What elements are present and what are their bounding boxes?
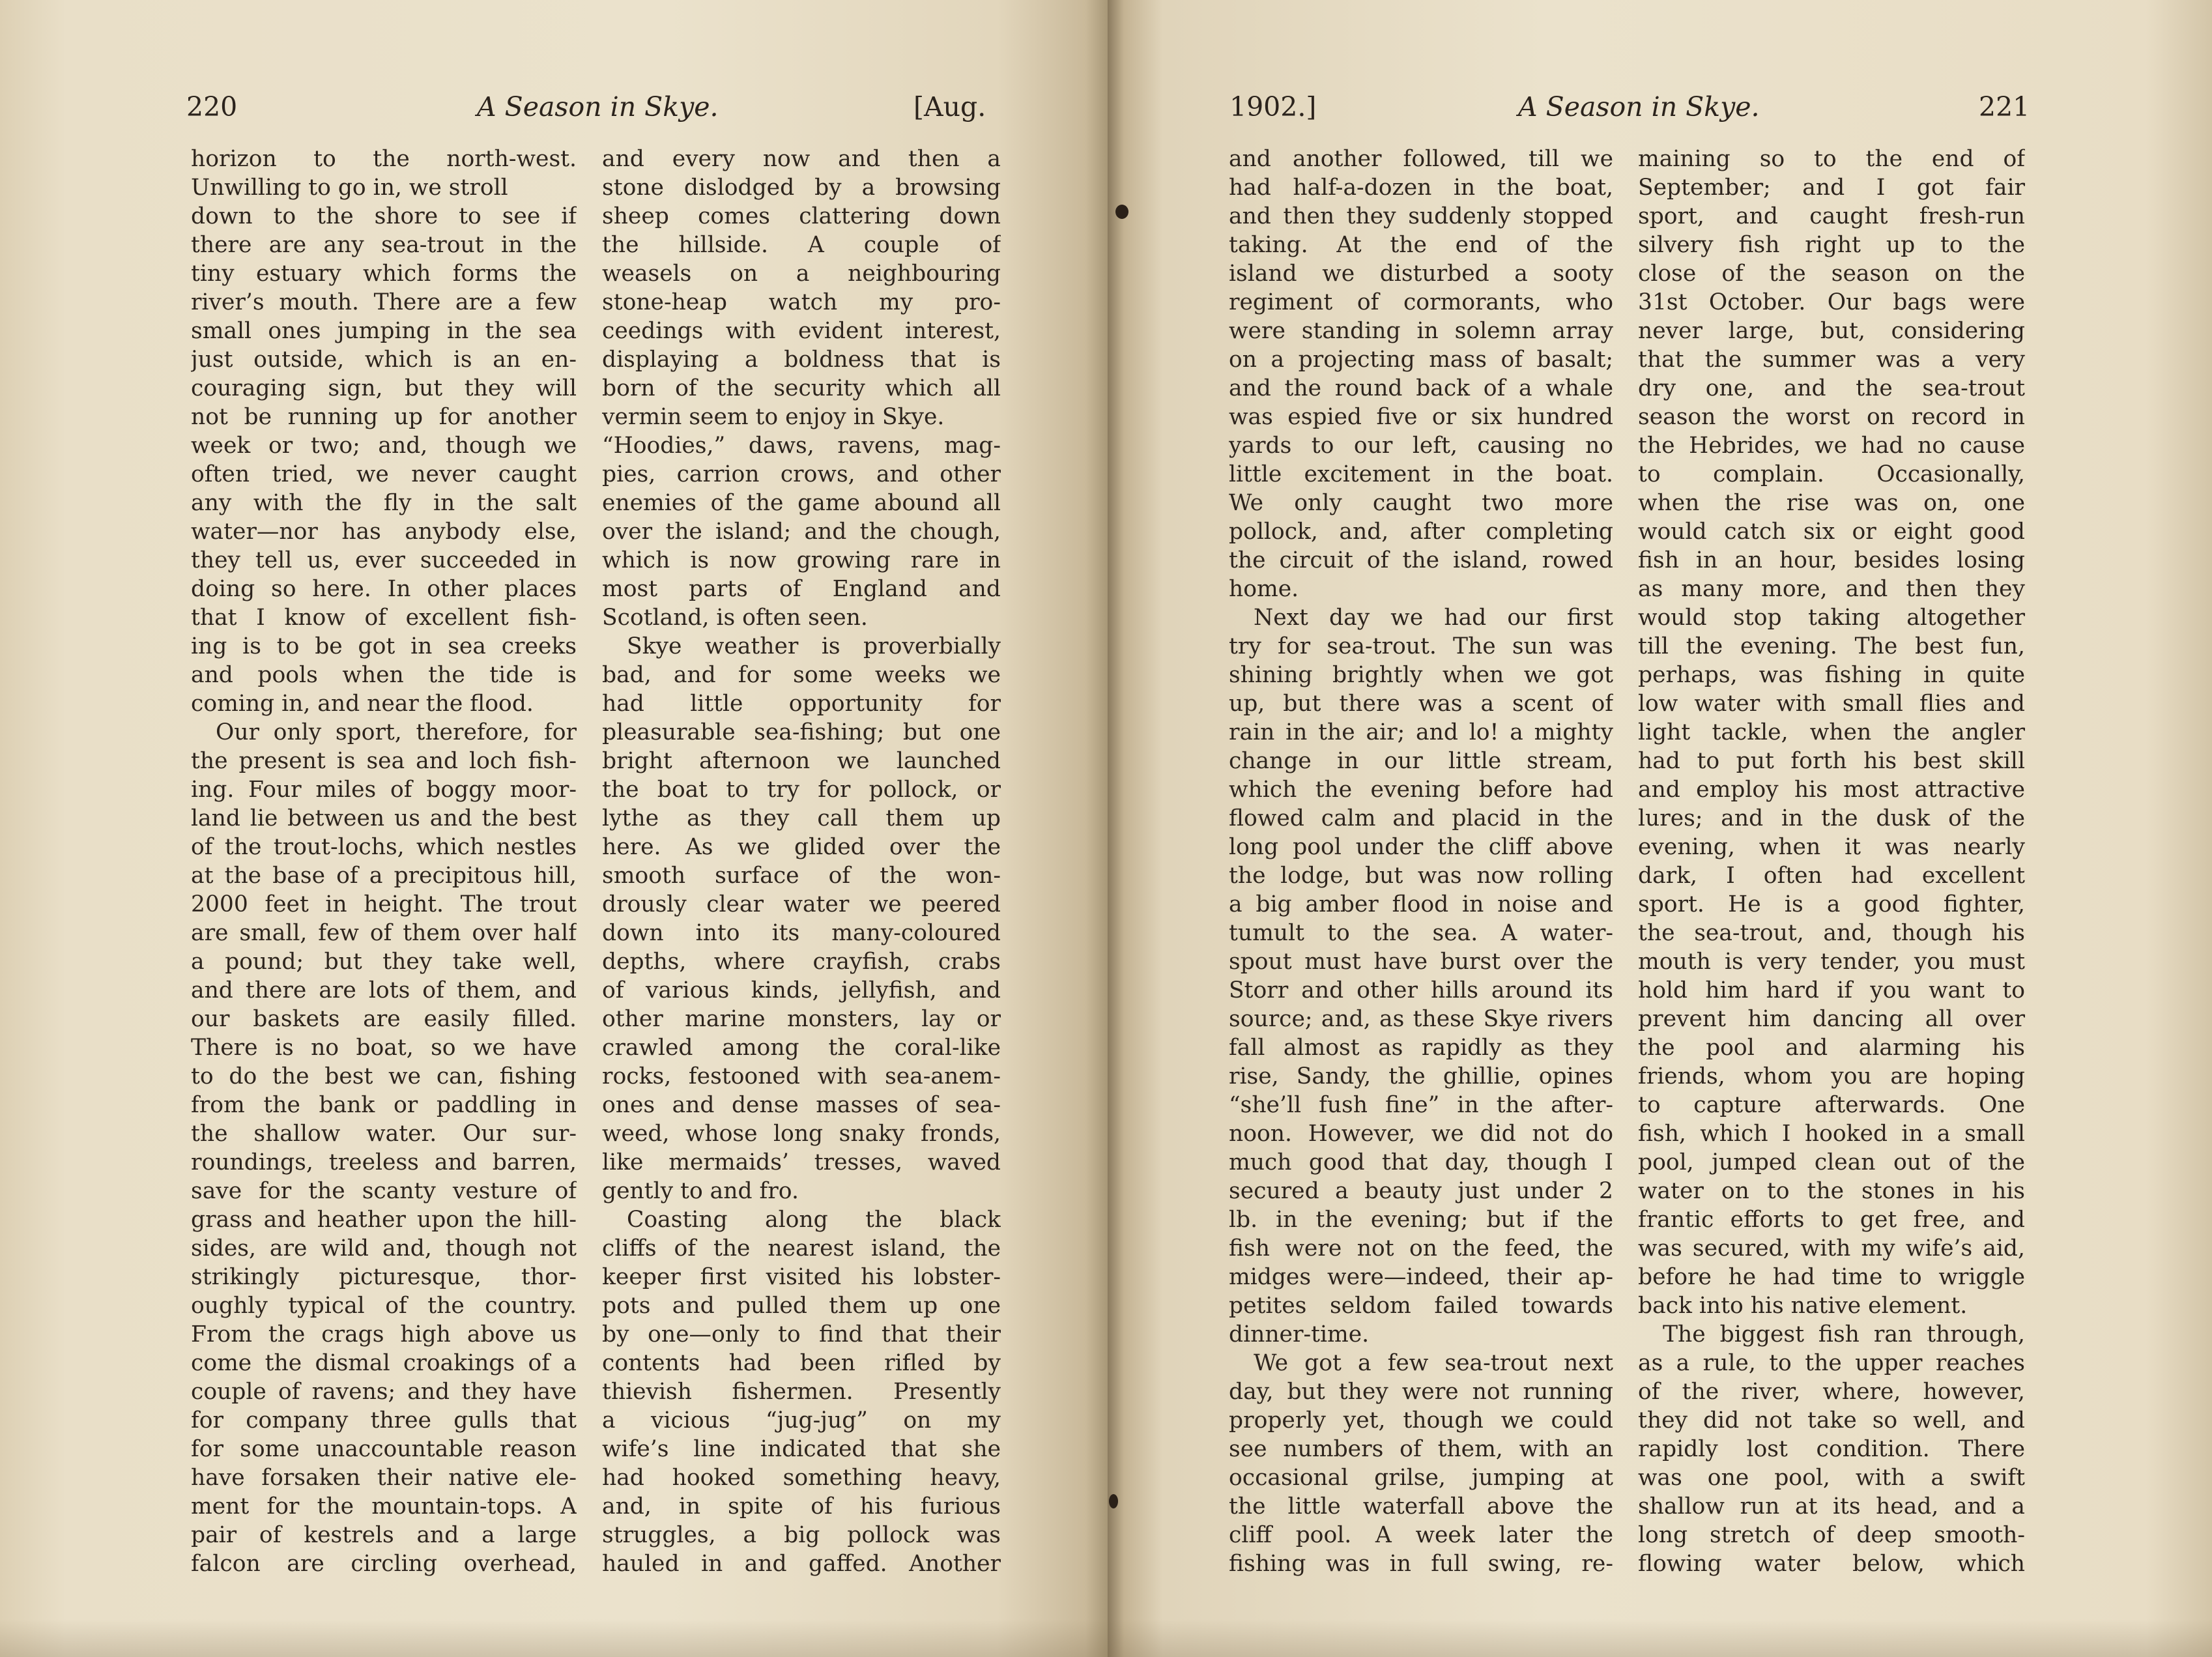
text-line: was espied five or six hundred (1229, 404, 1613, 430)
text-line: dry one, and the sea-trout (1638, 375, 2025, 401)
text-line: ment for the mountain-tops. A (191, 1493, 577, 1520)
text-line: sport. He is a good fighter, (1638, 891, 2025, 917)
text-line: Coasting along the black (627, 1207, 1001, 1233)
text-line: back into his native element. (1638, 1293, 1968, 1319)
text-line: change in our little stream, (1229, 748, 1613, 774)
text-line: down into its many-coloured (602, 920, 1001, 946)
text-line: oughly typical of the country. (191, 1293, 577, 1319)
left-running-head (0, 91, 1108, 130)
text-line: We got a few sea-trout next (1254, 1350, 1613, 1376)
text-line: drously clear water we peered (602, 891, 1001, 917)
text-line: regiment of cormorants, who (1229, 289, 1613, 315)
text-line: lures; and in the dusk of the (1638, 805, 2025, 831)
text-line: the hillside. A couple of (602, 232, 1001, 258)
right-page (1108, 0, 2212, 1657)
text-line: and another followed, till we (1229, 146, 1613, 172)
text-line: source; and, as these Skye rivers (1229, 1006, 1613, 1032)
text-column-right-2 (1638, 145, 2025, 1578)
text-line: at the base of a precipitous hill, (191, 863, 577, 889)
text-line: smooth surface of the won- (602, 863, 1001, 889)
text-line: Skye weather is proverbially (627, 633, 1001, 659)
text-line: the circuit of the island, rowed (1229, 547, 1613, 573)
text-line: rise, Sandy, the ghillie, opines (1229, 1063, 1613, 1089)
text-column-left-2 (602, 145, 1001, 1578)
text-line: long stretch of deep smooth- (1638, 1522, 2025, 1548)
text-line: much good that day, though I (1229, 1149, 1613, 1175)
text-line: bad, and for some weeks we (602, 662, 1001, 688)
text-line: shining brightly when we got (1229, 662, 1613, 688)
text-line: a vicious “jug-jug” on my (602, 1407, 1001, 1434)
binding-thread-mark (1109, 1494, 1118, 1508)
text-line: down to the shore to see if (191, 203, 577, 229)
page-number-left: 220 (186, 91, 238, 122)
text-line: stone-heap watch my pro- (602, 289, 1001, 315)
text-line: to capture afterwards. One (1638, 1092, 2025, 1118)
text-column-right-1 (1229, 145, 1613, 1578)
text-line: as many more, and then they (1638, 576, 2025, 602)
text-line: occasional grilse, jumping at (1229, 1465, 1613, 1491)
text-line: taking. At the end of the (1229, 232, 1613, 258)
text-line: weed, whose long snaky fronds, (602, 1121, 1001, 1147)
text-line: long pool under the cliff above (1229, 834, 1613, 860)
text-line: the little waterfall above the (1229, 1493, 1613, 1520)
text-line: roundings, treeless and barren, (191, 1149, 577, 1175)
text-line: like mermaids’ tresses, waved (602, 1149, 1001, 1175)
text-line: lythe as they call them up (602, 805, 1001, 831)
text-line: thievish fishermen. Presently (602, 1379, 1001, 1405)
text-line: cliff pool. A week later the (1229, 1522, 1613, 1548)
text-line: mouth is very tender, you must (1638, 949, 2025, 975)
text-line: wife’s line indicated that she (602, 1436, 1001, 1462)
text-line: most parts of England and (602, 576, 1001, 602)
text-line: they tell us, ever succeeded in (191, 547, 577, 573)
text-line: sheep comes clattering down (602, 203, 1001, 229)
text-line: tumult to the sea. A water- (1229, 920, 1613, 946)
text-line: season the worst on record in (1638, 404, 2025, 430)
text-line: coming in, and near the flood. (191, 691, 534, 717)
text-line: the Hebrides, we had no cause (1638, 433, 2025, 459)
text-line: fish, which I hooked in a small (1638, 1121, 2025, 1147)
text-line: the sea-trout, and, though his (1638, 920, 2025, 946)
text-line: was secured, with my wife’s aid, (1638, 1235, 2025, 1261)
text-line: 31st October. Our bags were (1638, 289, 2025, 315)
text-line: before he had time to wriggle (1638, 1264, 2025, 1290)
binding-thread-mark (1115, 205, 1128, 219)
text-line: friends, whom you are hoping (1638, 1063, 2025, 1089)
text-line: low water with small flies and (1638, 691, 2025, 717)
text-line: falcon are circling overhead, (191, 1551, 577, 1577)
text-line: had hooked something heavy, (602, 1465, 1001, 1491)
text-column-left-1 (191, 145, 577, 1578)
text-line: there are any sea-trout in the (191, 232, 577, 258)
text-line: ceedings with evident interest, (602, 318, 1001, 344)
text-line: enemies of the game abound all (602, 490, 1001, 516)
text-line: rain in the air; and lo! a mighty (1229, 719, 1613, 745)
text-line: strikingly picturesque, thor- (191, 1264, 577, 1290)
text-line: they did not take so well, and (1638, 1407, 2025, 1434)
running-title-right: A Season in Skye. (1518, 91, 1760, 122)
text-line: island we disturbed a sooty (1229, 261, 1613, 287)
text-line: and then they suddenly stopped (1229, 203, 1613, 229)
text-line: here. As we glided over the (602, 834, 1001, 860)
text-line: fish were not on the feed, the (1229, 1235, 1613, 1261)
text-line: ones and dense masses of sea- (602, 1092, 1001, 1118)
text-line: properly yet, though we could (1229, 1407, 1613, 1434)
text-line: on a projecting mass of basalt; (1229, 347, 1613, 373)
text-line: to complain. Occasionally, (1638, 461, 2025, 487)
text-line: grass and heather upon the hill- (191, 1207, 577, 1233)
text-line: pollock, and, after completing (1229, 519, 1613, 545)
text-line: tiny estuary which forms the (191, 261, 577, 287)
text-line: perhaps, was fishing in quite (1638, 662, 2025, 688)
text-line: water on to the stones in his (1638, 1178, 2025, 1204)
text-line: week or two; and, though we (191, 433, 577, 459)
text-line: that the summer was a very (1638, 347, 2025, 373)
text-line: have forsaken their native ele- (191, 1465, 577, 1491)
text-line: evening, when it was nearly (1638, 834, 2025, 860)
text-line: dark, I often had excellent (1638, 863, 2025, 889)
text-line: 2000 feet in height. The trout (191, 891, 577, 917)
year-label: 1902.] (1229, 91, 1317, 122)
text-line: flowing water below, which (1638, 1551, 2025, 1577)
text-line: vermin seem to enjoy in Skye. (602, 404, 945, 430)
text-line: had little opportunity for (602, 691, 1001, 717)
text-line: From the crags high above us (191, 1321, 577, 1347)
text-line: which the evening before had (1229, 777, 1613, 803)
text-line: fishing was in full swing, re- (1229, 1551, 1613, 1577)
text-line: depths, where crayfish, crabs (602, 949, 1001, 975)
text-line: our baskets are easily filled. (191, 1006, 577, 1032)
text-line: We only caught two more (1229, 490, 1613, 516)
text-line: crawled among the coral-like (602, 1035, 1001, 1061)
text-line: would stop taking altogether (1638, 605, 2025, 631)
text-line: see numbers of them, with an (1229, 1436, 1613, 1462)
text-line: the present is sea and loch fish- (191, 748, 577, 774)
text-line: “Hoodies,” daws, ravens, mag- (602, 433, 1001, 459)
page-number-right: 221 (1979, 91, 2030, 122)
text-line: rapidly lost condition. There (1638, 1436, 2025, 1462)
text-line: pots and pulled them up one (602, 1293, 1001, 1319)
text-line: and the round back of a whale (1229, 375, 1613, 401)
text-line: hauled in and gaffed. Another (602, 1551, 1001, 1577)
text-line: hold him hard if you want to (1638, 977, 2025, 1003)
text-line: dinner-time. (1229, 1321, 1370, 1347)
text-line: till the evening. The best fun, (1638, 633, 2025, 659)
text-line: and pools when the tide is (191, 662, 577, 688)
text-line: water—nor has anybody else, (191, 519, 577, 545)
text-line: Scotland, is often seen. (602, 605, 868, 631)
text-line: weasels on a neighbouring (602, 261, 1001, 287)
text-line: horizon to the north-west. (191, 146, 577, 172)
text-line: fall almost as rapidly as they (1229, 1035, 1613, 1061)
text-line: doing so here. In other places (191, 576, 577, 602)
text-line: Next day we had our first (1254, 605, 1613, 631)
text-line: displaying a boldness that is (602, 347, 1001, 373)
right-running-head (1108, 91, 2212, 130)
text-line: by one—only to find that their (602, 1321, 1001, 1347)
text-line: the pool and alarming his (1638, 1035, 2025, 1061)
text-line: of the trout-lochs, which nestles (191, 834, 577, 860)
text-line: land lie between us and the best (191, 805, 577, 831)
text-line: to do the best we can, fishing (191, 1063, 577, 1089)
text-line: lb. in the evening; but if the (1229, 1207, 1613, 1233)
text-line: a pound; but they take well, (191, 949, 577, 975)
text-line: ing. Four miles of boggy moor- (191, 777, 577, 803)
text-line: up, but there was a scent of (1229, 691, 1613, 717)
text-line: noon. However, we did not do (1229, 1121, 1613, 1147)
text-line: a big amber flood in noise and (1229, 891, 1613, 917)
text-line: silvery fish right up to the (1638, 232, 2025, 258)
text-line: try for sea-trout. The sun was (1229, 633, 1613, 659)
text-line: had to put forth his best skill (1638, 748, 2025, 774)
text-line: keeper first visited his lobster- (602, 1264, 1001, 1290)
text-line: couple of ravens; and they have (191, 1379, 577, 1405)
text-line: for some unaccountable reason (191, 1436, 577, 1462)
text-line: stone dislodged by a browsing (602, 175, 1001, 201)
text-line: midges were—indeed, their ap- (1229, 1264, 1613, 1290)
text-line: fish in an hour, besides losing (1638, 547, 2025, 573)
month-label: [Aug. (913, 91, 986, 122)
text-line: which is now growing rare in (602, 547, 1001, 573)
text-line: other marine monsters, lay or (602, 1006, 1001, 1032)
text-line: contents had been rifled by (602, 1350, 1001, 1376)
text-line: never large, but, considering (1638, 318, 2025, 344)
text-line: the lodge, but was now rolling (1229, 863, 1613, 889)
text-line: rocks, festooned with sea-anem- (602, 1063, 1001, 1089)
text-line: the boat to try for pollock, or (602, 777, 1001, 803)
text-line: would catch six or eight good (1638, 519, 2025, 545)
text-line: were standing in solemn array (1229, 318, 1613, 344)
text-line: often tried, we never caught (191, 461, 577, 487)
text-line: Storr and other hills around its (1229, 977, 1613, 1003)
text-line: Our only sport, therefore, for (216, 719, 577, 745)
text-line: the shallow water. Our sur- (191, 1121, 577, 1147)
text-line: from the bank or paddling in (191, 1092, 577, 1118)
text-line: small ones jumping in the sea (191, 318, 577, 344)
text-line: The biggest fish ran through, (1663, 1321, 2025, 1347)
text-line: pool, jumped clean out of the (1638, 1149, 2025, 1175)
text-line: sides, are wild and, though not (191, 1235, 577, 1261)
text-line: sport, and caught fresh-run (1638, 203, 2025, 229)
text-line: when the rise was on, one (1638, 490, 2025, 516)
text-line: of various kinds, jellyfish, and (602, 977, 1001, 1003)
text-line: was one pool, with a swift (1638, 1465, 2025, 1491)
text-line: that I know of excellent fish- (191, 605, 577, 631)
text-line: gently to and fro. (602, 1178, 799, 1204)
text-line: little excitement in the boat. (1229, 461, 1613, 487)
text-line: of the river, where, however, (1638, 1379, 2025, 1405)
page-edge-shadow (0, 1619, 1108, 1657)
running-title-left: A Season in Skye. (477, 91, 719, 122)
text-line: prevent him dancing all over (1638, 1006, 2025, 1032)
text-line: bright afternoon we launched (602, 748, 1001, 774)
text-line: river’s mouth. There are a few (191, 289, 577, 315)
text-line: close of the season on the (1638, 261, 2025, 287)
page-edge-shadow (1108, 1619, 2212, 1657)
text-line: and there are lots of them, and (191, 977, 577, 1003)
text-line: over the island; and the chough, (602, 519, 1001, 545)
text-line: save for the scanty vesture of (191, 1178, 577, 1204)
text-line: not be running up for another (191, 404, 577, 430)
text-line: maining so to the end of (1638, 146, 2025, 172)
text-line: and, in spite of his furious (602, 1493, 1001, 1520)
text-line: home. (1229, 576, 1299, 602)
text-line: day, but they were not running (1229, 1379, 1613, 1405)
text-line: petites seldom failed towards (1229, 1293, 1613, 1319)
text-line: cliffs of the nearest island, the (602, 1235, 1001, 1261)
text-line: just outside, which is an en- (191, 347, 577, 373)
text-line: any with the fly in the salt (191, 490, 577, 516)
text-line: Unwilling to go in, we stroll (191, 175, 508, 201)
text-line: for company three gulls that (191, 1407, 577, 1434)
text-line: shallow run at its head, and a (1638, 1493, 2025, 1520)
text-line: frantic efforts to get free, and (1638, 1207, 2025, 1233)
text-line: “she’ll fush fine” in the after- (1229, 1092, 1613, 1118)
text-line: and every now and then a (602, 146, 1001, 172)
text-line: pair of kestrels and a large (191, 1522, 577, 1548)
text-line: There is no boat, so we have (191, 1035, 577, 1061)
text-line: yards to our left, causing no (1229, 433, 1613, 459)
text-line: had half-a-dozen in the boat, (1229, 175, 1613, 201)
text-line: as a rule, to the upper reaches (1638, 1350, 2025, 1376)
text-line: ing is to be got in sea creeks (191, 633, 577, 659)
text-line: struggles, a big pollock was (602, 1522, 1001, 1548)
text-line: are small, few of them over half (191, 920, 577, 946)
text-line: and employ his most attractive (1638, 777, 2025, 803)
text-line: secured a beauty just under 2 (1229, 1178, 1613, 1204)
text-line: September; and I got fair (1638, 175, 2025, 201)
text-line: light tackle, when the angler (1638, 719, 2025, 745)
text-line: spout must have burst over the (1229, 949, 1613, 975)
text-line: come the dismal croakings of a (191, 1350, 577, 1376)
text-line: pies, carrion crows, and other (602, 461, 1001, 487)
text-line: couraging sign, but they will (191, 375, 577, 401)
text-line: flowed calm and placid in the (1229, 805, 1613, 831)
text-line: born of the security which all (602, 375, 1001, 401)
text-line: pleasurable sea-fishing; but one (602, 719, 1001, 745)
